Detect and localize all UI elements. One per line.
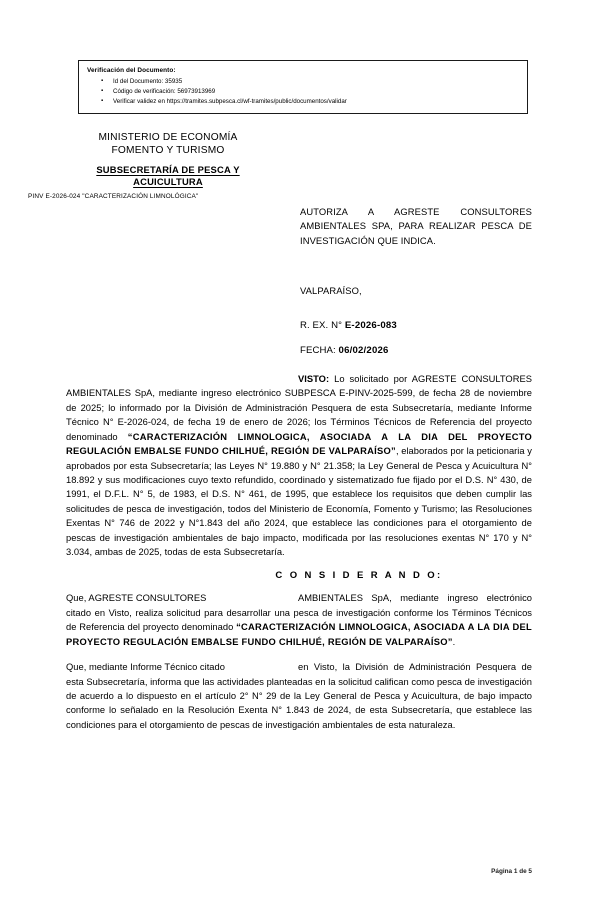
verification-list [87,77,521,107]
bullet-icon: ▪ [101,87,104,94]
visto-text-1: Lo solicitado por AGRESTE CONSULTORES AMBIENTALES SpA, mediante ingreso electrónico SUBPESCA E-PINV-2025-599, de fecha 28 de noviembre de 2025; lo informado por la División de Administración Pesquera de esta Subsecretaría, mediante Informe Técnico N° E-2026-024, de fecha 19 de enero de 2026; los Términos Técnicos de Referencia del proyecto denominado [66,374,532,442]
verification-item-url-text[interactable]: Verificar validez en https://tramites.subpesca.cl/wf-tramites/public/documentos/validar [113,98,347,106]
considerando-2-text: en Visto, la División de Administración Pesquera de esta Subsecretaría, informa que las actividades planteadas en la solicitud califican como pesca de investigación de acuerdo a lo dispuesto en el artículo 2° N° 29 de la Ley General de Pesca y Acuicultura, de bajo impacto conforme lo señalado en la Resolución Exenta N° 1.843 de 2024, de esta Subsecretaría, que establece las condiciones para el otorgamiento de pescas de investigación ambientales de esta naturaleza. [66,662,532,730]
considerando-paragraph-2 [66,660,532,732]
date-value: 06/02/2026 [338,345,389,356]
resolution-number-label: R. EX. N° [300,320,343,331]
verification-item-id-text: Id del Documento: 35935 [113,77,183,85]
considerando-1-lead: Que, AGRESTE CONSULTORES [66,593,207,604]
page-footer: Página 1 de 5 [491,868,532,875]
considerando-heading: C O N S I D E R A N D O: [275,570,443,582]
document-body [66,372,532,743]
date-label: FECHA: [300,345,336,356]
place-line: VALPARAÍSO, [300,285,362,296]
subsecretaria-heading [44,164,292,188]
considerando-1-text-1: AMBIENTALES SpA, mediante ingreso electrónico citado en Visto, realiza solicitud para desarrollar una pesca de investigación conforme los Términos Técnicos de Referencia del proyecto denominado [66,593,532,633]
resolution-number-value: E-2026-083 [344,320,397,331]
considerando-paragraph-1 [66,591,532,649]
verification-item-url[interactable] [87,97,521,107]
ministry-line-2: FOMENTO Y TURISMO [111,145,225,157]
project-reference-line: PINV E-2026-024 "CARACTERIZACIÓN LIMNOLÓGICA" [28,193,199,200]
ministry-line-1: MINISTERIO DE ECONOMÍA [98,132,238,143]
bullet-icon: ▪ [101,98,104,105]
verification-item-code-text: Código de verificación: 56973913969 [113,87,216,95]
considerando-1-project-title: “CARACTERIZACIÓN LIMNOLOGICA, ASOCIADA A LA DIA DEL PROYECTO REGULACIÓN EMBALSE FUNDO CHILHUÉ, REGIÓN DE VALPARAÍSO” [66,622,532,647]
verification-title: Verificación del Documento: [87,67,176,74]
letterhead [44,131,292,188]
verification-item-code [87,87,521,97]
subsecretaria-line-2: ACUICULTURA [133,176,203,188]
visto-label: VISTO: [298,374,330,384]
visto-text-2: , elaborados por la peticionaria y aprobados por esta Subsecretaría; las Leyes N° 19.880 y N° 21.358; la Ley General de Pesca y Acuicultura N° 18.892 y sus modificaciones cuyo texto refundido, coordinado y sistematizado fue fijado por el D.S. N° 430, de 1991, el D.F.L. N° 5, de 1983, el D.S. N° 461, de 1995, que establece los requisitos que deben cumplir las solicitudes de pesca de investigación, todos del Ministerio de Economía, Fomento y Turismo; las Resoluciones Exentas N° 746 de 2022 y N°1.843 del año 2024, que establece las condiciones para el otorgamiento de pescas de investigación ambientales de bajo impacto, modificada por las resoluciones exentas N° 170 y N° 3.034, ambas de 2025, todas de esta Subsecretaría. [66,446,532,558]
resolution-number-line [300,320,397,331]
date-line [300,345,389,356]
visto-paragraph [66,372,532,559]
visto-project-title: “CARACTERIZACIÓN LIMNOLOGICA, ASOCIADA A LA DIA DEL PROYECTO REGULACIÓN EMBALSE FUNDO CHILHUÉ, REGIÓN DE VALPARAÍSO” [66,431,533,457]
bullet-icon: ▪ [101,77,104,84]
subsecretaria-line-1: SUBSECRETARÍA DE PESCA Y [96,163,240,175]
considerando-2-lead: Que, mediante Informe Técnico citado [66,662,225,673]
verification-item-id [87,77,521,87]
verification-box [78,60,528,114]
subject-block: AUTORIZA A AGRESTE CONSULTORES AMBIENTALES SPA, PARA REALIZAR PESCA DE INVESTIGACIÓN QUE INDICA. [300,206,532,246]
considerando-1-text-2: . [452,636,456,647]
